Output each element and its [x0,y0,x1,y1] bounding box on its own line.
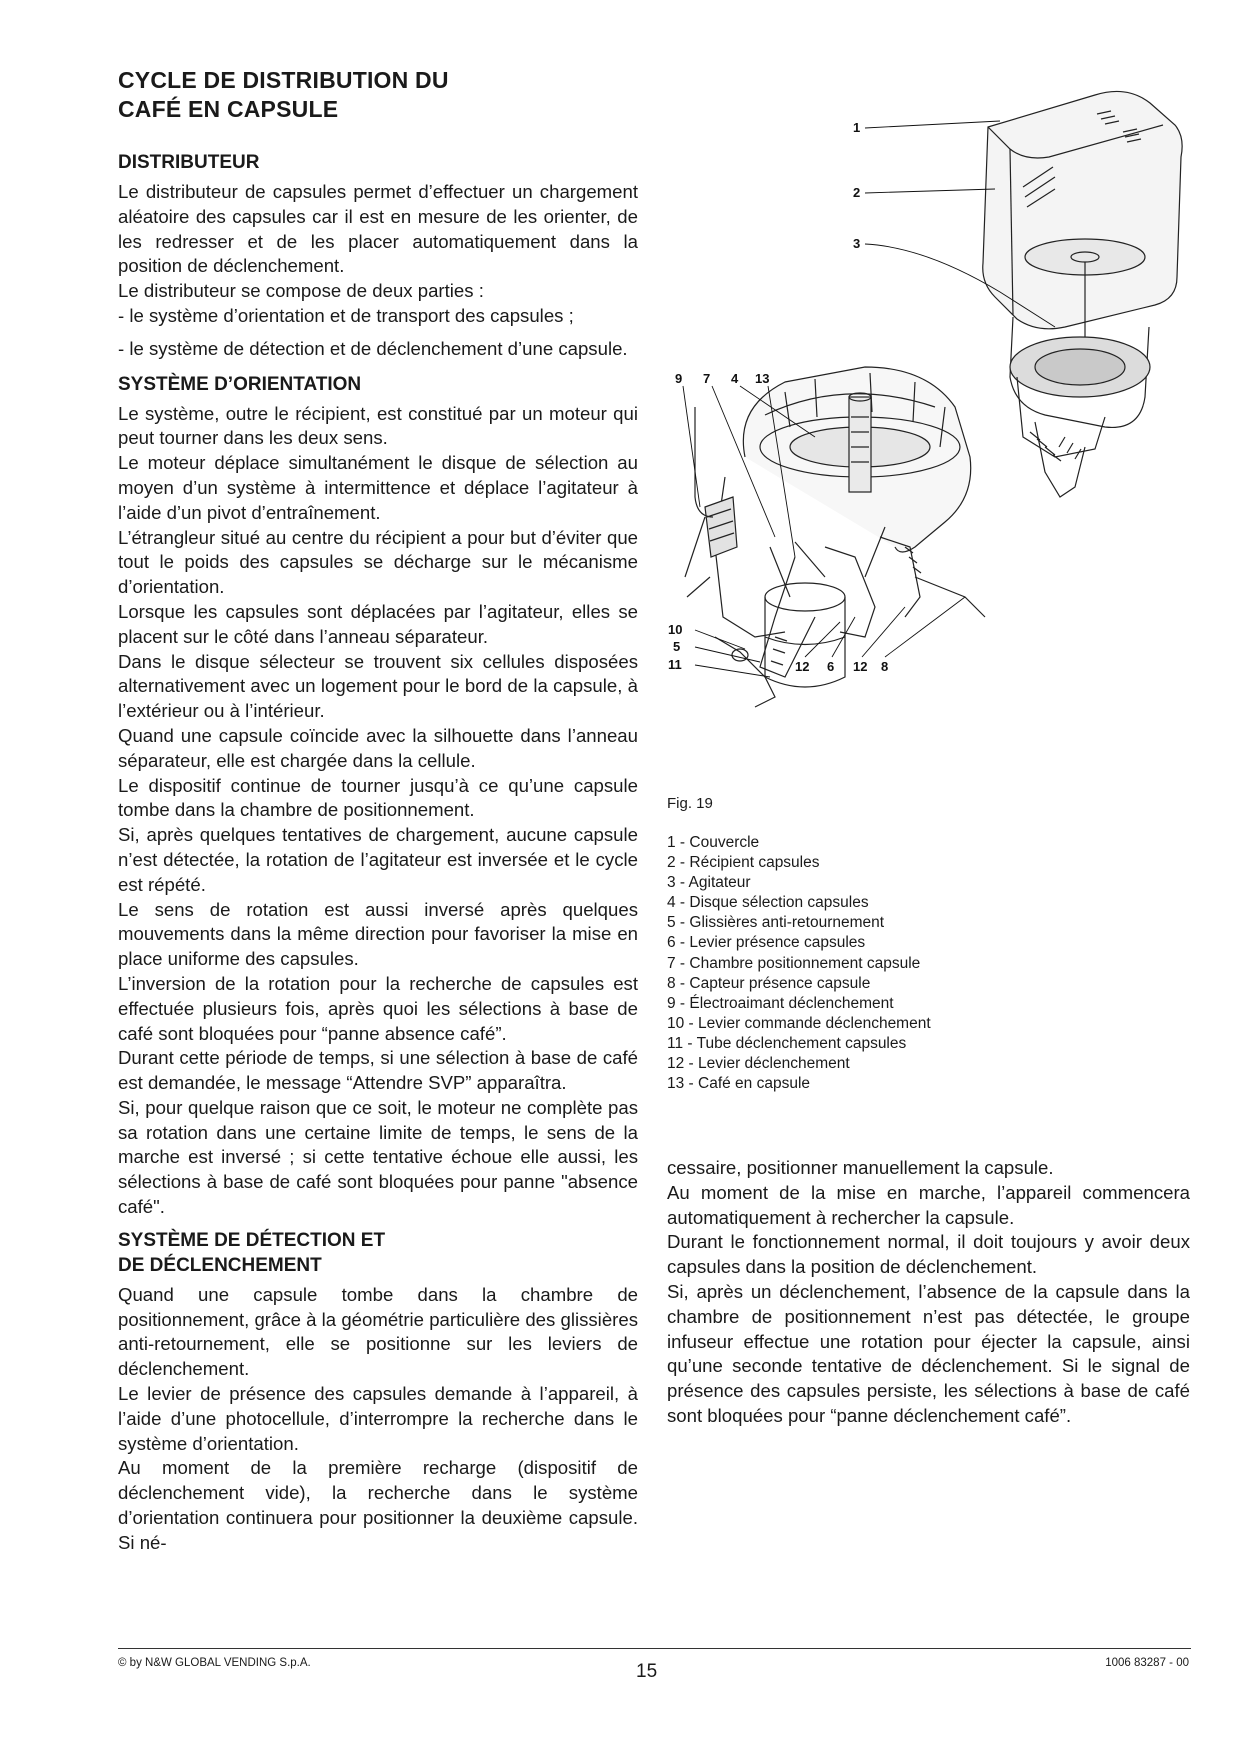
detection-p2: Le levier de présence des capsules demande à l’appareil, à l’aide d’une photocellule, d’interrompre la recherche dans le système d’orientation. [118,1383,638,1454]
legend-item: 9 - Électroaimant déclenchement [667,994,894,1012]
callout-10: 10 [668,622,683,637]
page-number: 15 [636,1661,658,1682]
detection-p3-cont: cessaire, positionner manuellement la capsule. [667,1157,1054,1178]
callout-12a: 12 [795,659,810,674]
callout-11: 11 [668,657,682,672]
legend-item: 7 - Chambre positionnement capsule [667,954,921,972]
orientation-p11: Durant cette période de temps, si une sélection à base de café est demandée, le message “Attendre SVP” apparaîtra. [118,1047,638,1094]
detection-p6: Si, après un déclenchement, l’absence de la capsule dans la chambre de positionnement n’est pas détectée, le groupe infuseur effectue une rotation pour éjecter la capsule, ainsi qu’une seconde tentative de déclenchement. Si le signal de présence des capsules persiste, les sélections à base de café sont bloquées pour “panne déclenchement café”. [667,1280,1190,1426]
figure-drawing [665,77,1190,757]
document-code: 1006 83287 - 00 [1105,1657,1189,1669]
legend-item: 5 - Glissières anti-retournement [667,914,885,932]
figure-caption: Fig. 19 [667,795,713,812]
callout-1: 1 [853,120,861,135]
legend-item: 13 - Café en capsule [667,1075,811,1093]
orientation-p1: Le système, outre le récipient, est constitué par un moteur qui peut tourner dans les deux sens. [118,402,638,449]
callout-9: 9 [675,371,683,386]
left-column [118,150,638,1556]
legend-item: 10 - Levier commande déclenchement [667,1014,931,1032]
callout-6: 6 [827,659,835,674]
legend-item: 1 - Couvercle [667,834,760,851]
orientation-p12: Si, pour quelque raison que ce soit, le moteur ne complète pas sa rotation dans une certaine limite de temps, le sens de la marche est inversé ; si cette tentative échoue elle aussi, les sélections à base de café sont bloquées pour panne "absence café". [118,1096,638,1218]
orientation-p10: L’inversion de la rotation pour la recherche de capsules est effectuée plusieurs fois, après quoi les sélections à base de café sont bloquées pour “panne absence café”. [118,972,638,1044]
legend-item: 6 - Levier présence capsules [667,934,866,952]
figure-capsule-dispenser [665,77,1190,757]
orientation-p5: Dans le disque sélecteur se trouvent six cellules disposées alternativement avec un logement pour le bord de la capsule, à l’extérieur ou à l’intérieur. [118,650,638,722]
title-line-2: CAFÉ EN CAPSULE [118,96,339,122]
orientation-p7: Le dispositif continue de tourner jusqu’à ce qu’une capsule tombe dans la chambre de positionnement. [118,774,638,821]
right-column [667,1156,1190,1429]
detection-p1: Quand une capsule tombe dans la chambre de positionnement, grâce à la géométrie particulière des glissières anti-retournement, elle se positionne sur les leviers de déclenchement. [118,1283,638,1380]
figure-legend [667,833,997,1094]
legend-item: 4 - Disque sélection capsules [667,894,869,912]
callout-3: 3 [853,236,861,251]
distributeur-p3: - le système d’orientation et de transport des capsules ; [118,304,574,326]
distributeur-p2: Le distributeur se compose de deux parties : [118,280,484,302]
callout-13: 13 [755,371,770,386]
orientation-p9: Le sens de rotation est aussi inversé après quelques mouvements dans la même direction pour favoriser la mise en place uniforme des capsules. [118,898,638,970]
callout-12b: 12 [853,659,868,674]
distributeur-p4: - le système de détection et de déclenchement d’une capsule. [118,337,628,359]
orientation-p2: Le moteur déplace simultanément le disque de sélection au moyen d’un système à intermittence et déplace l’agitateur à l’aide d’un pivot d’entraînement. [118,452,638,523]
heading-orientation: SYSTÈME D’ORIENTATION [118,373,362,395]
legend-item: 12 - Levier déclenchement [667,1055,850,1073]
detection-p4: Au moment de la mise en marche, l’appareil commencera automatiquement à rechercher la capsule. [667,1181,1190,1228]
callout-2: 2 [853,185,861,200]
legend-item: 3 - Agitateur [667,874,751,892]
distributeur-p1: Le distributeur de capsules permet d’effectuer un chargement aléatoire des capsules car il est en mesure de les orienter, de les redresser et de les placer automatiquement dans la position de déclenchement. [118,181,638,277]
orientation-p4: Lorsque les capsules sont déplacées par l’agitateur, elles se placent sur le côté dans l’anneau séparateur. [118,600,638,647]
footer-divider [118,1648,1191,1649]
footer-copyright: © by N&W GLOBAL VENDING S.p.A. [118,1657,311,1669]
heading-detection-line-2: DE DÉCLENCHEMENT [118,1254,322,1276]
orientation-p6: Quand une capsule coïncide avec la silhouette dans l’anneau séparateur, elle est chargée dans la cellule. [118,724,638,771]
callout-8: 8 [881,659,889,674]
orientation-p3: L’étrangleur situé au centre du récipient a pour but d’éviter que tout le poids des capsules se décharge sur le mécanisme d’orientation. [118,526,638,598]
legend-item: 2 - Récipient capsules [667,854,820,872]
heading-detection-line-1: SYSTÈME DE DÉTECTION ET [118,1229,386,1251]
legend-item: 8 - Capteur présence capsule [667,974,871,992]
callout-5: 5 [673,639,681,654]
detection-p5: Durant le fonctionnement normal, il doit toujours y avoir deux capsules dans la position de déclenchement. [667,1231,1190,1278]
orientation-p8: Si, après quelques tentatives de chargement, aucune capsule n’est détectée, la rotation de l’agitateur est inversée et le cycle est répété. [118,824,638,895]
title-line-1: CYCLE DE DISTRIBUTION DU [118,67,449,93]
legend-item: 11 - Tube déclenchement capsules [667,1034,907,1052]
page-title [118,66,638,124]
callout-4: 4 [731,371,739,386]
heading-detection [118,1228,638,1278]
callout-7: 7 [703,371,711,386]
detection-p3: Au moment de la première recharge (dispositif de déclenchement vide), la recherche dans le système d’orientation continuera pour positionner la deuxième capsule. Si né- [118,1457,638,1553]
heading-distributeur: DISTRIBUTEUR [118,152,260,173]
